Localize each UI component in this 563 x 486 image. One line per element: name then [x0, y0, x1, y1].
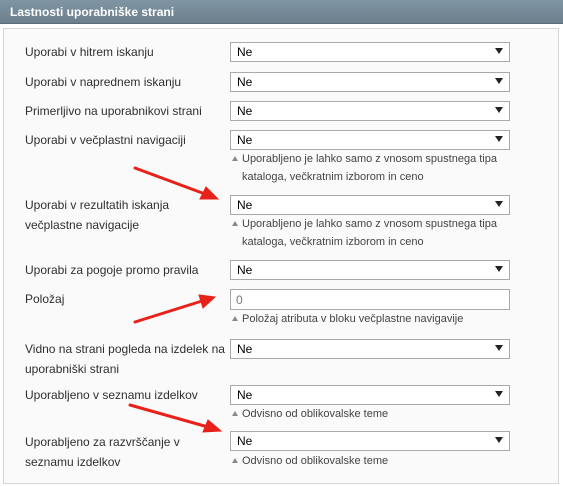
select-value: Ne	[237, 388, 253, 402]
select-value: Ne	[237, 263, 253, 277]
annotation-arrow-sort	[130, 405, 221, 432]
note-text: Položaj atributa v bloku večplastne navigavije	[242, 313, 464, 325]
select-value: Ne	[237, 198, 253, 212]
note-text: Odvisno od oblikovalske teme	[242, 455, 389, 467]
note-text: Uporabljeno je lahko samo z vnosom spustnega tipa kataloga, večkratnim izborom in ceno	[242, 153, 497, 183]
note-text: Odvisno od oblikovalske teme	[242, 408, 389, 420]
promo-rules-label: Uporabi za pogoje promo pravila	[25, 263, 199, 277]
comparable-label: Primerljivo na uporabnikovi strani	[25, 104, 202, 118]
select-value: Ne	[237, 45, 253, 59]
visible-on-frontend-label: Vidno na strani pogleda na izdelek na uporabniški strani	[25, 342, 225, 376]
layered-nav-label: Uporabi v večplastni navigaciji	[25, 133, 186, 147]
annotation-arrow-search-results	[135, 168, 218, 199]
input-value: 0	[236, 293, 243, 307]
used-in-listing-label: Uporabljeno v seznamu izdelkov	[25, 388, 198, 402]
select-value: Ne	[237, 342, 253, 356]
position-label: Položaj	[25, 292, 65, 306]
search-results-layered-nav-label: Uporabi v rezultatih iskanja večplastne navigacije	[25, 198, 170, 232]
used-for-sort-label: Uporabljeno za razvrščanje v seznamu izdelkov	[25, 435, 180, 469]
quick-search-label: Uporabi v hitrem iskanju	[25, 45, 154, 59]
select-value: Ne	[237, 75, 253, 89]
select-value: Ne	[237, 104, 253, 118]
annotation-arrow-position	[135, 295, 215, 322]
panel-title: Lastnosti uporabniške strani	[10, 5, 175, 19]
select-value: Ne	[237, 133, 253, 147]
advanced-search-label: Uporabi v naprednem iskanju	[25, 75, 182, 89]
select-value: Ne	[237, 434, 253, 448]
note-text: Uporabljeno je lahko samo z vnosom spustnega tipa kataloga, večkratnim izborom in ceno	[242, 218, 497, 248]
